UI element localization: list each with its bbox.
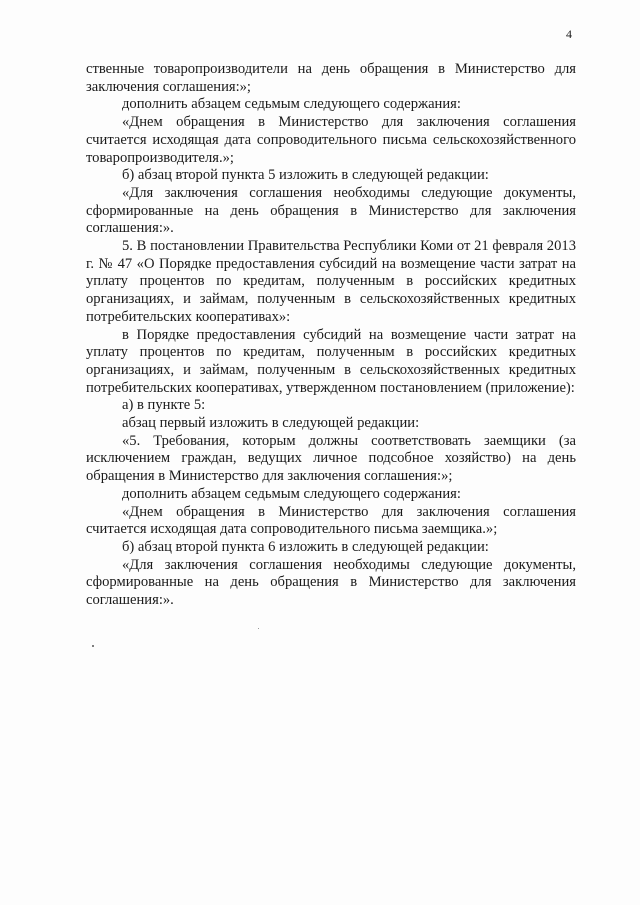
paragraph: «5. Требования, которым должны соответствовать заемщики (за исключением граждан, ведущих личное подсобное хозяйство) на день обращения в Министерство для заключения соглашения:»;	[86, 432, 576, 485]
paragraph: 5. В постановлении Правительства Республики Коми от 21 февраля 2013 г. № 47 «О Порядке предоставления субсидий на возмещение части затрат на уплату процентов по кредитам, полученным в российских кредитных организациях, и займам, полученным в сельскохозяйственных кредитных потребительских кооперативах»:	[86, 238, 576, 325]
paragraph: дополнить абзацем седьмым следующего содержания:	[122, 485, 461, 502]
paragraph: ственные товаропроизводители на день обращения в Министерство для заключения соглашения:»;	[86, 61, 576, 95]
paragraph: «Для заключения соглашения необходимы следующие документы, сформированные на день обращения в Министерство для заключения соглашения:».	[86, 556, 576, 609]
paragraph: «Для заключения соглашения необходимы следующие документы, сформированные на день обращения в Министерство для заключения соглашения:».	[86, 184, 576, 237]
paragraph: б) абзац второй пункта 6 изложить в следующей редакции:	[122, 538, 489, 555]
paragraph: в Порядке предоставления субсидий на возмещение части затрат на уплату процентов по кредитам, полученным в российских кредитных организациях, и займам, полученным в сельскохозяйственных кредитных потребительских кооперативах, утвержденном постановлением (приложение):	[86, 326, 576, 396]
document-body	[86, 61, 576, 610]
paragraph: «Днем обращения в Министерство для заключения соглашения считается исходящая дата сопроводительного письма заемщика.»;	[86, 503, 576, 538]
paragraph: а) в пункте 5:	[122, 397, 206, 414]
paragraph: абзац первый изложить в следующей редакции:	[122, 415, 420, 432]
paragraph: дополнить абзацем седьмым следующего содержания:	[122, 96, 461, 113]
scan-speck	[92, 645, 94, 647]
page-number: 4	[566, 27, 572, 41]
paragraph: б) абзац второй пункта 5 изложить в следующей редакции:	[122, 167, 489, 184]
scan-speck	[258, 628, 259, 629]
paragraph: «Днем обращения в Министерство для заключения соглашения считается исходящая дата сопроводительного письма сельскохозяйственного товаропроизводителя.»;	[86, 114, 576, 166]
